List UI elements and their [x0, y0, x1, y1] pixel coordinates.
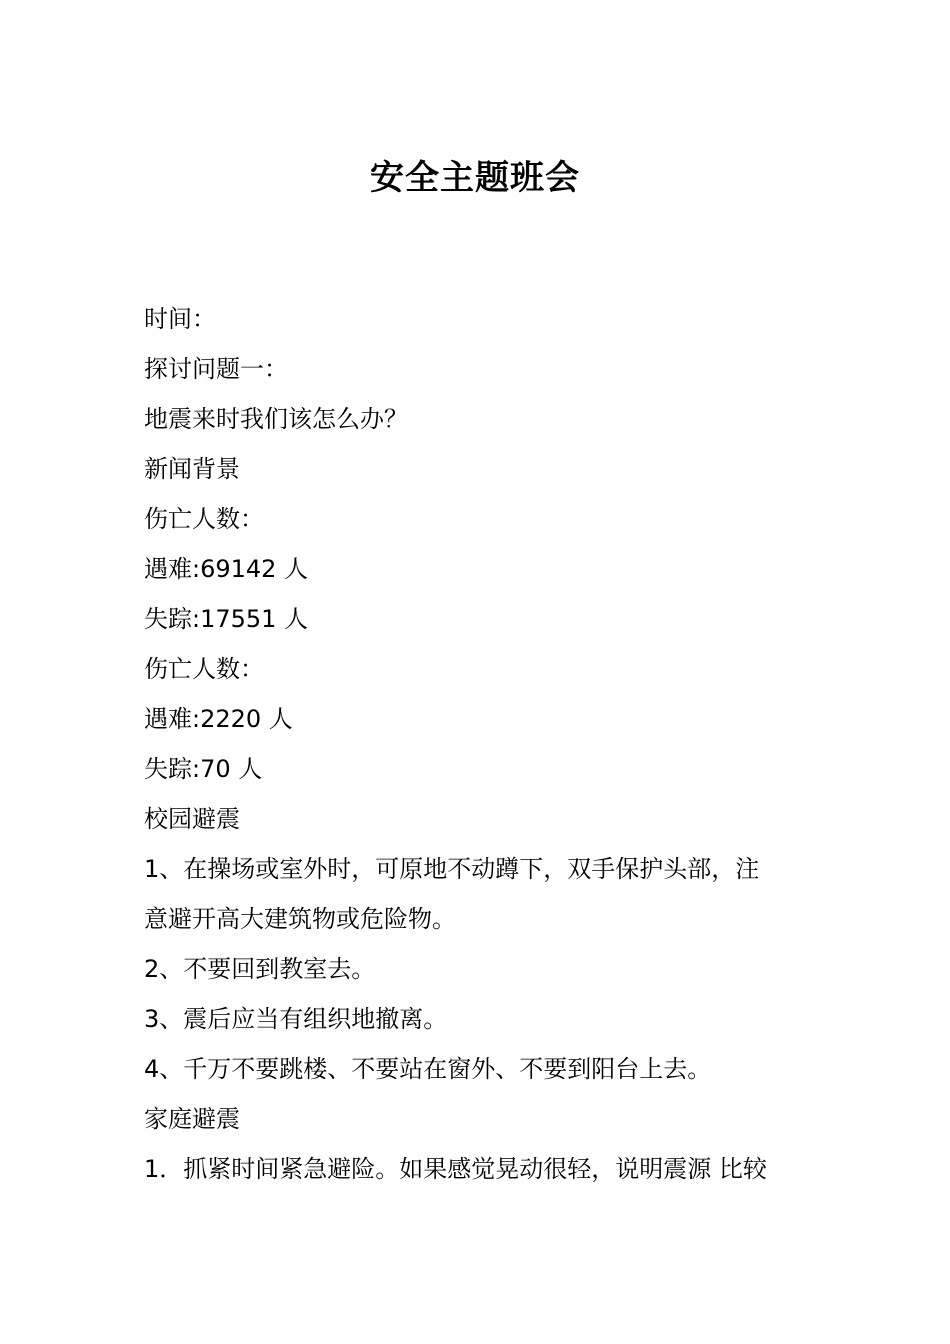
line-casualties-heading-1: 伤亡人数： [144, 505, 264, 533]
line-home-heading: 家庭避震 [144, 1105, 240, 1133]
line-time: 时间： [144, 305, 216, 333]
line-home-item-1: 1．抓紧时间紧急避险。如果感觉晃动很轻，说明震源 比较 [144, 1155, 767, 1183]
document-body [144, 294, 824, 1194]
line-deaths-1: 遇难:69142 人 [144, 555, 309, 583]
line-missing-2: 失踪:70 人 [144, 755, 263, 783]
line-deaths-2: 遇难:2220 人 [144, 705, 293, 733]
line-campus-item-1-cont: 意避开高大建筑物或危险物。 [144, 905, 456, 933]
line-campus-item-3: 3、震后应当有组织地撤离。 [144, 1005, 448, 1033]
line-campus-item-2: 2、不要回到教室去。 [144, 955, 376, 983]
document-title: 安全主题班会 [370, 158, 580, 198]
line-missing-1: 失踪:17551 人 [144, 605, 309, 633]
line-campus-heading: 校园避震 [144, 805, 240, 833]
line-casualties-heading-2: 伤亡人数： [144, 655, 264, 683]
line-news-background: 新闻背景 [144, 455, 240, 483]
line-earthquake-question: 地震来时我们该怎么办？ [144, 405, 408, 433]
line-campus-item-4: 4、千万不要跳楼、不要站在窗外、不要到阳台上去。 [144, 1055, 712, 1083]
line-campus-item-1: 1、在操场或室外时，可原地不动蹲下，双手保护头部，注 [144, 855, 760, 883]
line-question-one: 探讨问题一： [144, 355, 288, 383]
